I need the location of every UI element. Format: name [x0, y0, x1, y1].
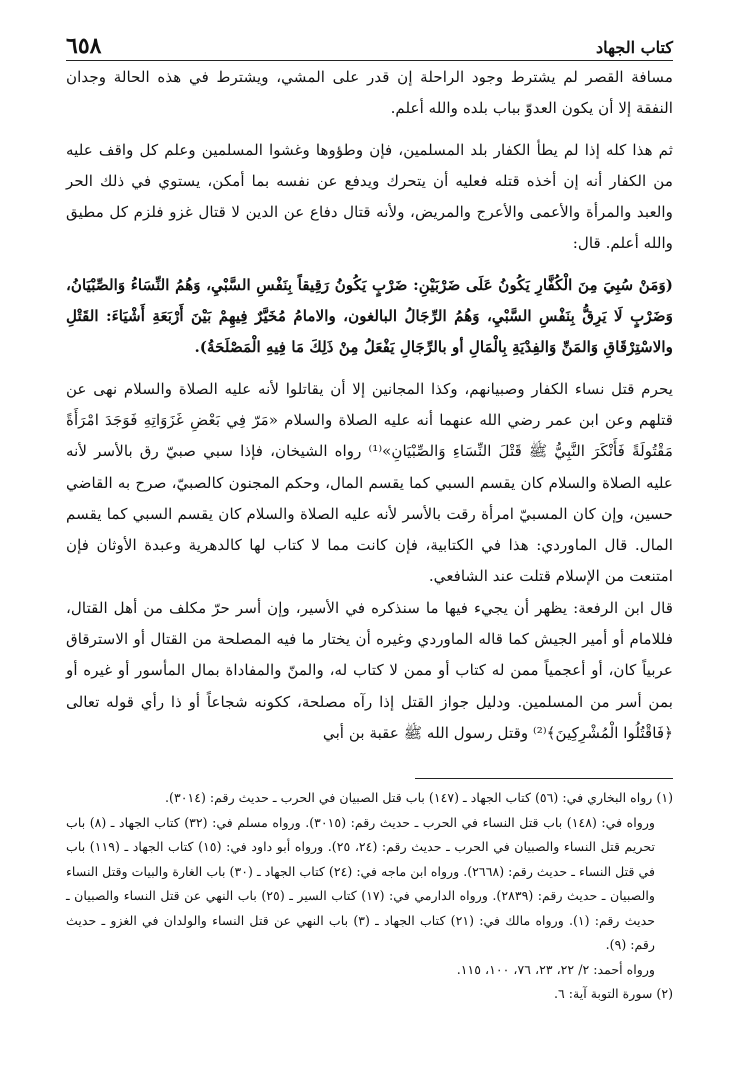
- main-text: [66, 62, 673, 749]
- page-header: [66, 30, 673, 61]
- paragraph: قال ابن الرفعة: يظهر أن يجيء فيها ما سنذكره في الأسير، وإن أسر حرّ مكلف من أهل القتال، فللامام أو أمير الجيش كما قاله الماوردي وغيره أن يختار ما فيه المصلحة من القتال أو الاسترقاق عربياً كان، أو أعجمياً ممن له كتاب أو ممن لا كتاب له، والمنّ والمفاداة بمال المأسور أو غيره أو بمن أسر من المسلمين. ودليل جواز القتل إذا رآه مصلحة، ككونه شجاعاً أو ذا رأي قوله تعالى ﴿فَاقْتُلُوا الْمُشْرِكِينَ﴾⁽²⁾ وقتل رسول الله ﷺ عقبة بن أبي: [66, 598, 673, 742]
- footnotes: [66, 786, 673, 1007]
- matn-quote: (وَمَنْ سُبِيَ مِنَ الْكُفَّارِ يَكُونُ عَلَى ضَرْبَيْنِ: ضَرْبٍ يَكُونُ رَقِيقاً بِنَفْسِ السَّبْيِ، وَهُمُ النِّسَاءُ وَالصِّبْيَانُ، وَضَرْبٍ لَا يَرِقُّ بِنَفْسِ السَّبْيِ، وَهُمُ الرِّجَالُ البالغون، والامامُ مُخَيَّرٌ فِيهِمْ بَيْنَ أَرْبَعَةِ أَشْيَاءَ: القَتْلِ والاسْتِرْقَاقِ وَالمَنِّ وَالفِدْيَةِ بِالْمَالِ أو بالرِّجَالِ يَفْعَلُ مِنْ ذَلِكَ مَا فِيهِ الْمَصْلَحَةُ).: [66, 275, 673, 357]
- footnote-1-continued: ورواه أحمد: ٢/ ٢٢، ٢٣، ٧٦، ١٠٠، ١١٥.: [456, 961, 655, 977]
- paragraph: يحرم قتل نساء الكفار وصبيانهم، وكذا المجانين إلا أن يقاتلوا لأنه عليه الصلاة والسلام نهى عن قتلهم وعن ابن عمر رضي الله عنهما أنه عليه الصلاة والسلام «مَرّ فِي بَعْضِ غَزَوَاتِهِ فَوَجَدَ امْرَأَةً مَقْتُولَةً فَأَنْكَرَ النَّبِيُّ ﷺ قَتْلَ النِّسَاءِ وَالصِّبْيَانِ»⁽¹⁾ رواه الشيخان، فإذا سبي صبيّ رق بالأسر لأنه عليه الصلاة والسلام كان يقسم السبي كما يقسم المال، وحكم المجنون كالصبيّ، صرح به القاضي حسين، وإن كان المسبيّ امرأة رقت بالأسر لأنه عليه الصلاة والسلام كان يقسم السبي كما يقسم المال. قال الماوردي: هذا في الكتابية، فإن كانت مما لا كتاب لها كالدهرية وعبدة الأوثان فإن امتنعت من الإسلام قتلت عند الشافعي.: [66, 379, 673, 586]
- running-title: كتاب الجهاد: [596, 38, 673, 57]
- footnote-1-continued: ورواه في: (١٤٨) باب قتل النساء في الحرب ـ حديث رقم: (٣٠١٥). ورواه مسلم في: (٣٢) كتاب الجهاد ـ (٨) باب تحريم قتل النساء والصبيان في الحرب ـ حديث رقم: (٢٤، ٢٥). ورواه أبو داود في: (١٥) كتاب الجهاد ـ (١١٩) باب في قتل النساء ـ حديث رقم: (٢٦٦٨). ورواه ابن ماجه في: (٢٤) كتاب الجهاد ـ (٣٠) باب الغارة والبيات وقتل النساء والصبيان ـ حديث رقم: (٢٨٣٩). ورواه الدارمي في: (١٧) كتاب السير ـ (٢٥) باب النهي عن قتل النساء والصبيان ـ حديث رقم: (١). ورواه مالك في: (٢١) كتاب الجهاد ـ (٣) باب النهي عن قتل النساء والولدان في الغزو ـ حديث رقم: (٩).: [66, 814, 656, 952]
- footnote-2: (٢) سورة التوبة آية: ٦.: [553, 986, 673, 1001]
- footnote-divider: [415, 778, 673, 779]
- page-number: ٦٥٨: [66, 33, 102, 59]
- paragraph: مسافة القصر لم يشترط وجود الراحلة إن قدر على المشي، ويشترط في هذه الحالة وجدان النفقة إلا أن يكون العدوّ بباب بلده والله أعلم.: [66, 68, 673, 118]
- footnote-1: (١) رواه البخاري في: (٥٦) كتاب الجهاد ـ (١٤٧) باب قتل الصبيان في الحرب ـ حديث رقم: (٣٠١٤).: [165, 790, 673, 805]
- paragraph: ثم هذا كله إذا لم يطأ الكفار بلد المسلمين، فإن وطؤوها وغشوا المسلمين وعلم كل واقف عليه من الكفار أنه إن أخذه قتله فعليه أن يتحرك ويدفع عن نفسه بما أمكن، يستوي في ذلك الحر والعبد والمرأة والأعمى والأعرج والمريض، ولأنه قتال دفاع عن الدين لا قتال غزو فلزم كل مطيق والله أعلم. قال:: [66, 140, 673, 253]
